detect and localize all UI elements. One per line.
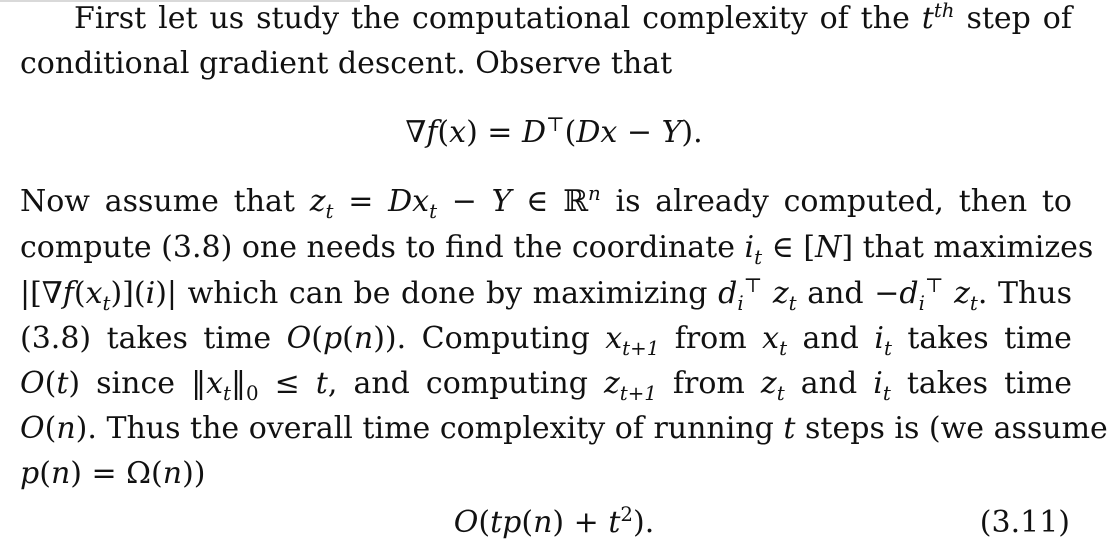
text-line-8: O(n). Thus the overall time complexity of running t steps is (we assume xyxy=(20,411,1108,446)
math-t-th: $t^{th}$ xyxy=(921,0,955,36)
text-line-6: (3.8) takes time O(p(n)). Computing $x_{t+1}$ from $x_t$ and $i_t$ takes time xyxy=(20,321,1072,360)
text-line-2: conditional gradient descent. Observe that xyxy=(20,46,673,81)
complexity-equation: $O(tp(n) + t^2)$. xyxy=(453,503,655,540)
text-segment: step of xyxy=(966,1,1072,36)
text-line-7: O(t) since $‖x_t‖_0 \le t$, and computing $z_{t+1}$ from $z_t$ and $i_t$ takes time xyxy=(20,366,1072,405)
gradient-equation: ∇f(x) = D⊤(Dx − Y). xyxy=(405,113,703,150)
equation-number: (3.11) xyxy=(979,505,1070,540)
text-segment: First let us study the computational complexity of the xyxy=(74,1,910,36)
text-line-5: $|[\nabla f(x_t)](i)|$ which can be done by maximizing $d_i^⊤$ $z_t$ and $-d_i^⊤$ $z_t$. Thus xyxy=(20,274,1073,315)
text-line-1 xyxy=(74,0,1072,36)
text-line-9: p(n) = Ω(n)) xyxy=(20,456,206,491)
text-line-3: Now assume that $z_t = Dx_t - Y$ ∈ ℝ$^n$ is already computed, then to xyxy=(20,182,1072,223)
text-line-4: compute (3.8) one needs to find the coordinate $i_t$ ∈ [N] that maximizes xyxy=(20,230,1094,269)
